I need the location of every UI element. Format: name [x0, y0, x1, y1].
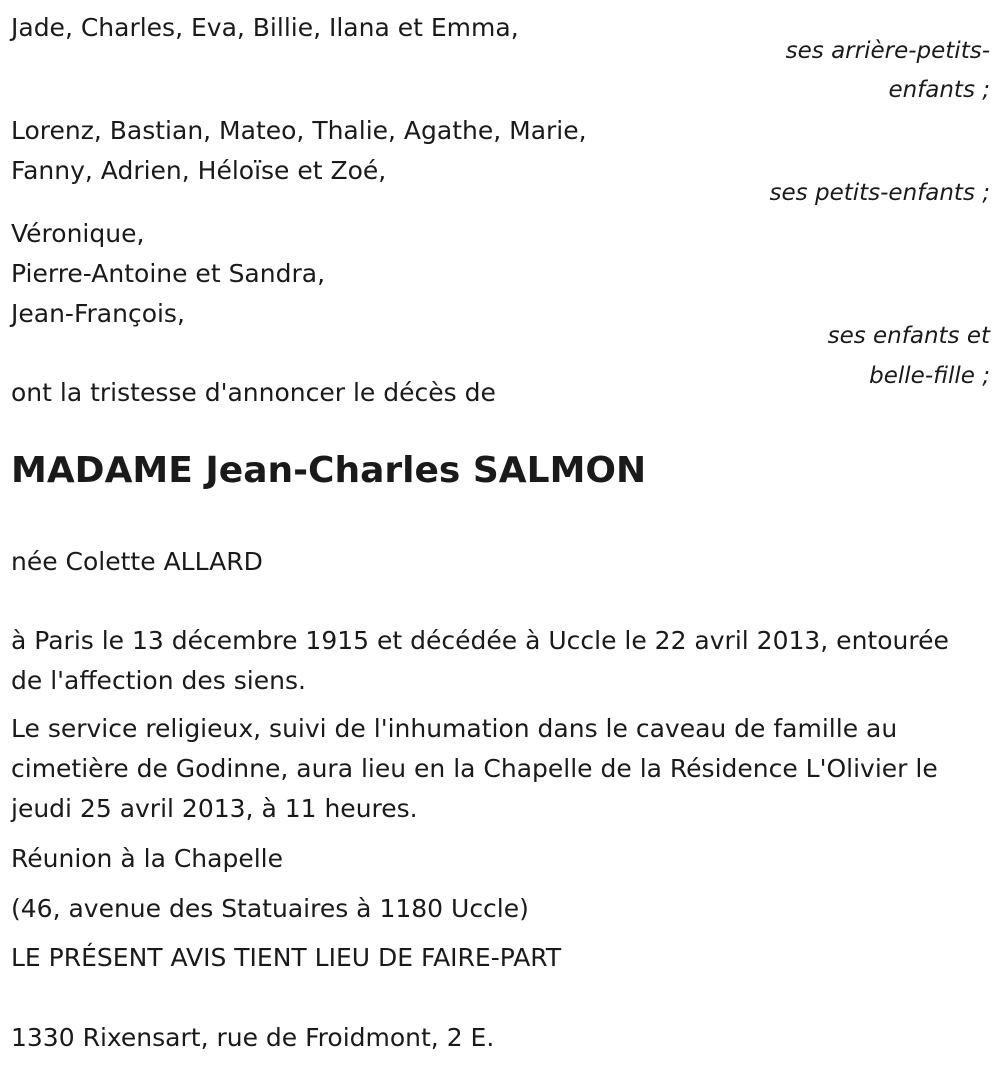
children-role-line1: ses enfants et: [827, 323, 990, 349]
service-line2: cimetière de Godinne, aura lieu en la Chapelle de la Résidence L'Olivier le: [11, 754, 938, 783]
children-name-2: Pierre-Antoine et Sandra,: [11, 259, 326, 288]
children-role-line2: belle-fille ;: [869, 363, 990, 389]
family-address: 1330 Rixensart, rue de Froidmont, 2 E.: [11, 1023, 495, 1052]
reunion-text: Réunion à la Chapelle: [11, 844, 283, 873]
service-line3: jeudi 25 avril 2013, à 11 heures.: [11, 794, 418, 823]
notice-text: LE PRÉSENT AVIS TIENT LIEU DE FAIRE-PART: [11, 943, 562, 972]
birth-death-line2: de l'affection des siens.: [11, 666, 306, 695]
birth-death-line1: à Paris le 13 décembre 1915 et décédée à Uccle le 22 avril 2013, entourée: [11, 626, 949, 655]
grandchildren-names-line2: Fanny, Adrien, Héloïse et Zoé,: [11, 156, 387, 185]
grandchildren-names-line1: Lorenz, Bastian, Mateo, Thalie, Agathe, Marie,: [11, 116, 587, 145]
deceased-name: MADAME Jean-Charles SALMON: [11, 450, 647, 491]
reunion-address: (46, avenue des Statuaires à 1180 Uccle): [11, 894, 529, 923]
service-line1: Le service religieux, suivi de l'inhumation dans le caveau de famille au: [11, 714, 898, 743]
maiden-name: née Colette ALLARD: [11, 547, 263, 576]
great-grandchildren-role-line1: ses arrière-petits-: [785, 38, 990, 64]
great-grandchildren-role-line2: enfants ;: [888, 77, 990, 103]
children-name-3: Jean-François,: [11, 299, 185, 328]
announcement-text: ont la tristesse d'annoncer le décès de: [11, 378, 496, 407]
children-name-1: Véronique,: [11, 219, 145, 248]
grandchildren-role: ses petits-enfants ;: [769, 180, 990, 206]
great-grandchildren-names: Jade, Charles, Eva, Billie, Ilana et Emma,: [11, 13, 519, 42]
